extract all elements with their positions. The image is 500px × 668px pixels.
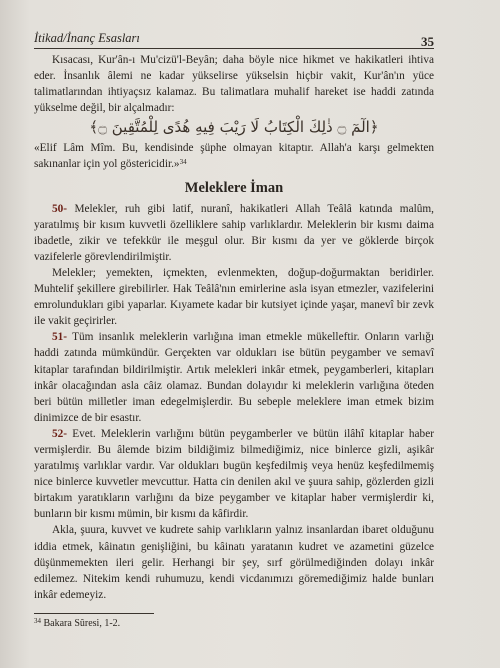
- paragraph-50: [34, 201, 434, 265]
- page-body: [34, 52, 434, 603]
- running-title: İtikad/İnanç Esasları: [34, 31, 140, 45]
- page-number: 35: [421, 34, 434, 49]
- paragraph-text: Evet. Meleklerin varlığını bütün peygamberler ve bütün ilâhî kitaplar haber vermişlerdir. Bu âlemde bizim bildiğimiz bilmediğimiz, nice binlerce gizli, aşikâr yaratılmış varlıklar vardır. Var oldukları bugün keşfedilmiş veya henüz keşfedilmemiş nice binlerce kuvvetler mevcuttur. Hatta cin denilen akıl ve şuura sahip, gözlerden gizli birtakım yaratıkların varlığını da bize peygamber ve kitaplar haber vermişlerdir ki, bunların bir kısmı mümin, bir kısmı da kâfirdir.: [34, 427, 434, 521]
- footnote-marker: 34: [179, 158, 187, 167]
- paragraph-number: 50-: [52, 202, 68, 215]
- paragraph-number: 52-: [52, 427, 68, 440]
- paragraph-text: Tüm insanlık meleklerin varlığına iman etmekle mükelleftir. Onların varlığı haddi zatında mümkündür. Gerçekten var oldukları ise bütün peygamber ve semavî kitaplar tarafından bildirilmiştir. Artık melekleri inkâr etmek, peygamberleri, kitapları inkâr olacağından asla câiz olamaz. Bundan dolayıdır ki meleklerin varlığına öteden beri bütün milletler iman edegelmişlerdir. Bu sebeple meleklere iman etmek bizim dinimizce de bir esastır.: [34, 331, 434, 424]
- page-header: [34, 32, 434, 49]
- section-title: Meleklere İman: [184, 179, 284, 196]
- paragraph-intro: Kısacası, Kur'ân-ı Mu'cizü'l-Beyân; daha böyle nice hikmet ve hakikatleri ihtiva eder. İnsanlık âlemi ne kadar yükselirse yükselsin hiçbir vakit, Kur'ân'ın yüce talimatlarından ihtiyaçsız kalamaz. Bu talimatlara muhalif hareket ise haddi zatında yükselme değil, bir alçalmadır:: [34, 54, 434, 115]
- quran-verse: ﴿الٓمٓ ۝ ذٰلِكَ الْكِتَابُ لَا رَيْبَ فِيهِ هُدًى لِلْمُتَّقِينَ ۝﴾: [89, 118, 379, 137]
- paragraph-51: [34, 329, 434, 426]
- footnote-text: Bakara Sûresi, 1-2.: [41, 618, 121, 629]
- footnote: [34, 618, 120, 629]
- paragraph-52-continued: Akla, şuura, kuvvet ve kudrete sahip varlıkların yalnız insanlardan ibaret olduğunu iddia etmek, kâinatın genişliğini, bu kâinatı yaratanın kudret ve azametini güzelce düşünmemekten ileri gelir. Herhangi bir şey, sırf görülmediğinden dolayı inkâr edilemez. Nitekim kendi ruhumuzu, kendi vicdanımızı göremediğimiz halde bunları inkâr edemeyiz.: [34, 524, 434, 601]
- footnote-number: 34: [34, 617, 41, 625]
- verse-translation-text: «Elif Lâm Mîm. Bu, kendisinde şüphe olmayan kitaptır. Allah'a karşı gelmekten sakınanlar için yol göstericidir.»: [34, 142, 434, 171]
- paragraph-52: [34, 426, 434, 523]
- footnote-divider: [34, 613, 154, 614]
- paragraph-50-continued: Melekler; yemekten, içmekten, evlenmekten, doğup-doğurmaktan beridirler. Muhtelif şekillere girebilirler. Hak Teâlâ'nın emirlerine asla isyan etmezler, vazifelerini emrolundukları gibi yaparlar. Kıyamete kadar bir kutsiyet içinde yaşar, manevî bir zevk ile vakit geçirirler.: [34, 266, 434, 328]
- paragraph-text: Melekler, ruh gibi latif, nuranî, hakikatleri Allah Teâlâ katında malûm, yaratılmış bir kısım kuvvetli özelliklere sahip varlıklardır. Meleklerin bir kısmı daima ibadetle, zikir ve tefekkür ile meşgul olur. Bir kısmı da yer ve göklerde birçok vazifelerle görevlendirilmiştir.: [34, 202, 434, 263]
- verse-translation: [34, 140, 434, 172]
- paragraph-number: 51-: [52, 331, 68, 344]
